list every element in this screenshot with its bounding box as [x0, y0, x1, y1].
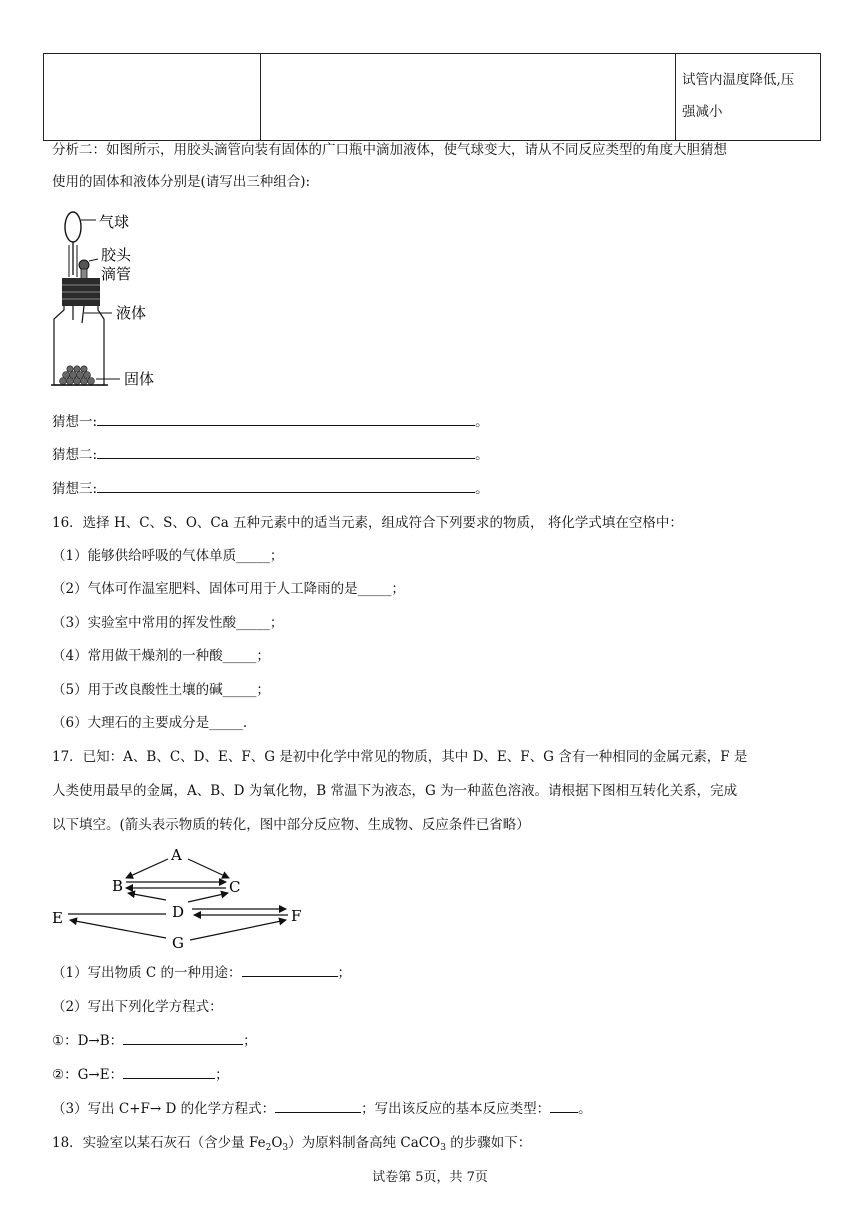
- node-e: E: [52, 909, 63, 927]
- apparatus-figure: [48, 205, 178, 395]
- q16-item-2: （2）气体可作温室肥料、固体可用于人工降雨的是_____；: [52, 581, 405, 597]
- node-c: C: [229, 878, 241, 896]
- arrow-g-f: [190, 920, 286, 940]
- q16-item-3: （3）实验室中常用的挥发性酸_____；: [52, 615, 284, 631]
- guess-3: [52, 479, 489, 499]
- q18-text-c: ）为原料制备高纯 CaCO: [288, 1135, 441, 1151]
- label-solid: 固体: [124, 370, 155, 388]
- q17-sub1-text: （1）写出物质 C 的一种用途：: [52, 965, 242, 981]
- analysis2-line1: 分析二：如图所示，用胶头滴管向装有固体的广口瓶中滴加液体，使气球变大，请从不同反应类型的角度大胆猜想: [52, 142, 727, 158]
- q17-eq2-label: ②：G→E：: [52, 1067, 124, 1083]
- q17-sub3-blank-2[interactable]: [550, 1100, 578, 1113]
- q18-sub-b: 3: [440, 1143, 446, 1153]
- q17-eq1-label: ①：D→B：: [52, 1033, 124, 1049]
- q17-sub3-text-b: ；写出该反应的基本反应类型：: [361, 1101, 551, 1117]
- q17-line3: 以下填空。(箭头表示物质的转化，图中部分反应物、生成物、反应条件已省略）: [52, 817, 530, 833]
- guess-3-blank[interactable]: [97, 480, 475, 493]
- q17-sub1-end: ；: [337, 965, 352, 981]
- table-cell-3-line2: 强减小: [682, 104, 723, 120]
- q18-stem: [52, 1133, 531, 1158]
- label-dropper-2: 滴管: [101, 265, 132, 283]
- guess-1-period: 。: [475, 414, 489, 430]
- q18-sub-a1: 2: [265, 1143, 272, 1153]
- label-balloon: 气球: [99, 213, 130, 231]
- guess-2-label: 猜想二:: [52, 447, 98, 463]
- label-liquid: 液体: [116, 304, 147, 322]
- guess-1-label: 猜想一:: [52, 414, 98, 430]
- answer-table: [43, 53, 821, 141]
- arrow-a-b: [126, 859, 168, 878]
- label-dropper-1: 胶头: [101, 246, 132, 264]
- q17-eq2-blank[interactable]: [123, 1066, 215, 1079]
- q17-sub1-blank[interactable]: [242, 964, 338, 977]
- q17-eq2-end: ；: [215, 1067, 229, 1083]
- q18-text-a: 18．实验室以某石灰石（含少量 Fe: [52, 1135, 266, 1151]
- q17-eq2: [52, 1065, 229, 1085]
- guess-1-blank[interactable]: [97, 413, 475, 426]
- table-cell-3-line1: 试管内温度降低,压: [682, 72, 795, 88]
- analysis2-line2: 使用的固体和液体分别是(请写出三种组合):: [52, 174, 311, 190]
- arrow-g-e: [70, 920, 166, 938]
- guess-1: [52, 412, 489, 432]
- node-d: D: [172, 903, 185, 921]
- guess-2-period: 。: [475, 447, 489, 463]
- dropper-bulb: [79, 260, 89, 270]
- q17-eq1-blank[interactable]: [123, 1032, 243, 1045]
- arrow-d-b: [128, 893, 166, 900]
- q18-text-b: O: [271, 1135, 283, 1151]
- table-cell-1: [44, 54, 261, 141]
- q17-eq1-end: ；: [243, 1033, 257, 1049]
- node-g: G: [172, 934, 184, 952]
- node-b: B: [112, 877, 124, 895]
- arrow-d-c: [188, 893, 228, 902]
- q18-sub-a2: 3: [282, 1143, 289, 1153]
- q16-item-5: （5）用于改良酸性土壤的碱_____；: [52, 682, 270, 698]
- q16-item-1: （1）能够供给呼吸的气体单质_____；: [52, 548, 284, 564]
- node-a: A: [171, 846, 182, 864]
- q17-sub3: [52, 1099, 592, 1119]
- q16-item-6: （6）大理石的主要成分是_____.: [52, 715, 248, 731]
- q17-line2: 人类使用最早的金属，A、B、D 为氧化物，B 常温下为液态，G 为一种蓝色溶液。请根据下图相互转化关系，完成: [52, 783, 738, 799]
- node-f: F: [291, 907, 302, 925]
- q16-stem: 16．选择 H、C、S、O、Ca 五种元素中的适当元素，组成符合下列要求的物质， 将化学式填在空格中：: [52, 515, 683, 531]
- q17-sub3-blank-1[interactable]: [275, 1100, 361, 1113]
- table-cell-2: [261, 54, 676, 141]
- balloon-shape: [65, 212, 81, 242]
- page-footer: 试卷第 5页，共 7页: [372, 1170, 488, 1185]
- q17-relation-diagram: [48, 842, 318, 952]
- q18-text-d: 的步骤如下：: [445, 1135, 532, 1151]
- guess-2-blank[interactable]: [97, 446, 475, 459]
- q17-sub2: （2）写出下列化学方程式：: [52, 999, 223, 1015]
- q17-eq1: [52, 1031, 257, 1051]
- guess-3-period: 。: [475, 481, 489, 497]
- guess-2: [52, 445, 489, 465]
- q16-item-4: （4）常用做干燥剂的一种酸_____；: [52, 648, 270, 664]
- guess-3-label: 猜想三:: [52, 481, 98, 497]
- q17-sub3-text-a: （3）写出 C+F→ D 的化学方程式：: [52, 1101, 276, 1117]
- table-cell-3: [676, 54, 821, 141]
- q17-sub3-end: 。: [578, 1101, 592, 1117]
- arrow-a-c: [188, 859, 229, 878]
- q17-line1: 17．已知：A、B、C、D、E、F、G 是初中化学中常见的物质，其中 D、E、F、G 含有一种相同的金属元素，F 是: [52, 749, 748, 765]
- solid-particles: [60, 366, 95, 385]
- q17-sub1: [52, 963, 351, 983]
